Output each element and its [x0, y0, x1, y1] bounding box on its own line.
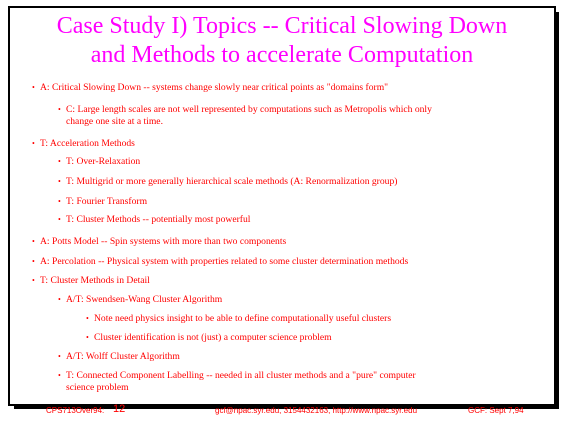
list-item: • A: Potts Model -- Spin systems with more than two components [32, 236, 287, 247]
list-item: • T: Connected Component Labelling -- needed in all cluster methods and a "pure" computer science problem [58, 370, 416, 393]
footer-page-number: 12 [113, 403, 126, 415]
list-item: • T: Cluster Methods -- potentially most powerful [58, 214, 251, 225]
list-item: • Note need physics insight to be able to define computationally useful clusters [86, 313, 392, 324]
list-item: • T: Acceleration Methods [32, 138, 135, 149]
list-item: • C: Large length scales are not well represented by computations such as Metropolis which only change one site at a time. [58, 104, 432, 127]
list-item: • T: Over-Relaxation [58, 156, 141, 167]
footer-course: CPS713Over94: [46, 406, 105, 415]
list-item: • A: Critical Slowing Down -- systems change slowly near critical points as "domains form" [32, 82, 389, 93]
list-item: • T: Fourier Transform [58, 196, 148, 207]
list-item: • A: Percolation -- Physical system with properties related to some cluster determination methods [32, 256, 409, 267]
list-item: • A/T: Swendsen-Wang Cluster Algorithm [58, 294, 223, 305]
list-item: • T: Multigrid or more generally hierarchical scale methods (A: Renormalization group) [58, 176, 398, 187]
slide-title [10, 12, 554, 70]
footer-date: GCF: Sept 7,94 [468, 406, 524, 415]
footer-contact: gcf@npac.syr.edu, 3154432163, http://www.npac.syr.edu [215, 406, 418, 415]
list-item: • Cluster identification is not (just) a computer science problem [86, 332, 332, 343]
list-item: • T: Cluster Methods in Detail [32, 275, 150, 286]
slide-title-line1: Case Study I) Topics -- Critical Slowing Down [56, 13, 508, 39]
list-item: • A/T: Wolff Cluster Algorithm [58, 351, 180, 362]
slide-title-line2: and Methods to accelerate Computation [90, 42, 474, 68]
